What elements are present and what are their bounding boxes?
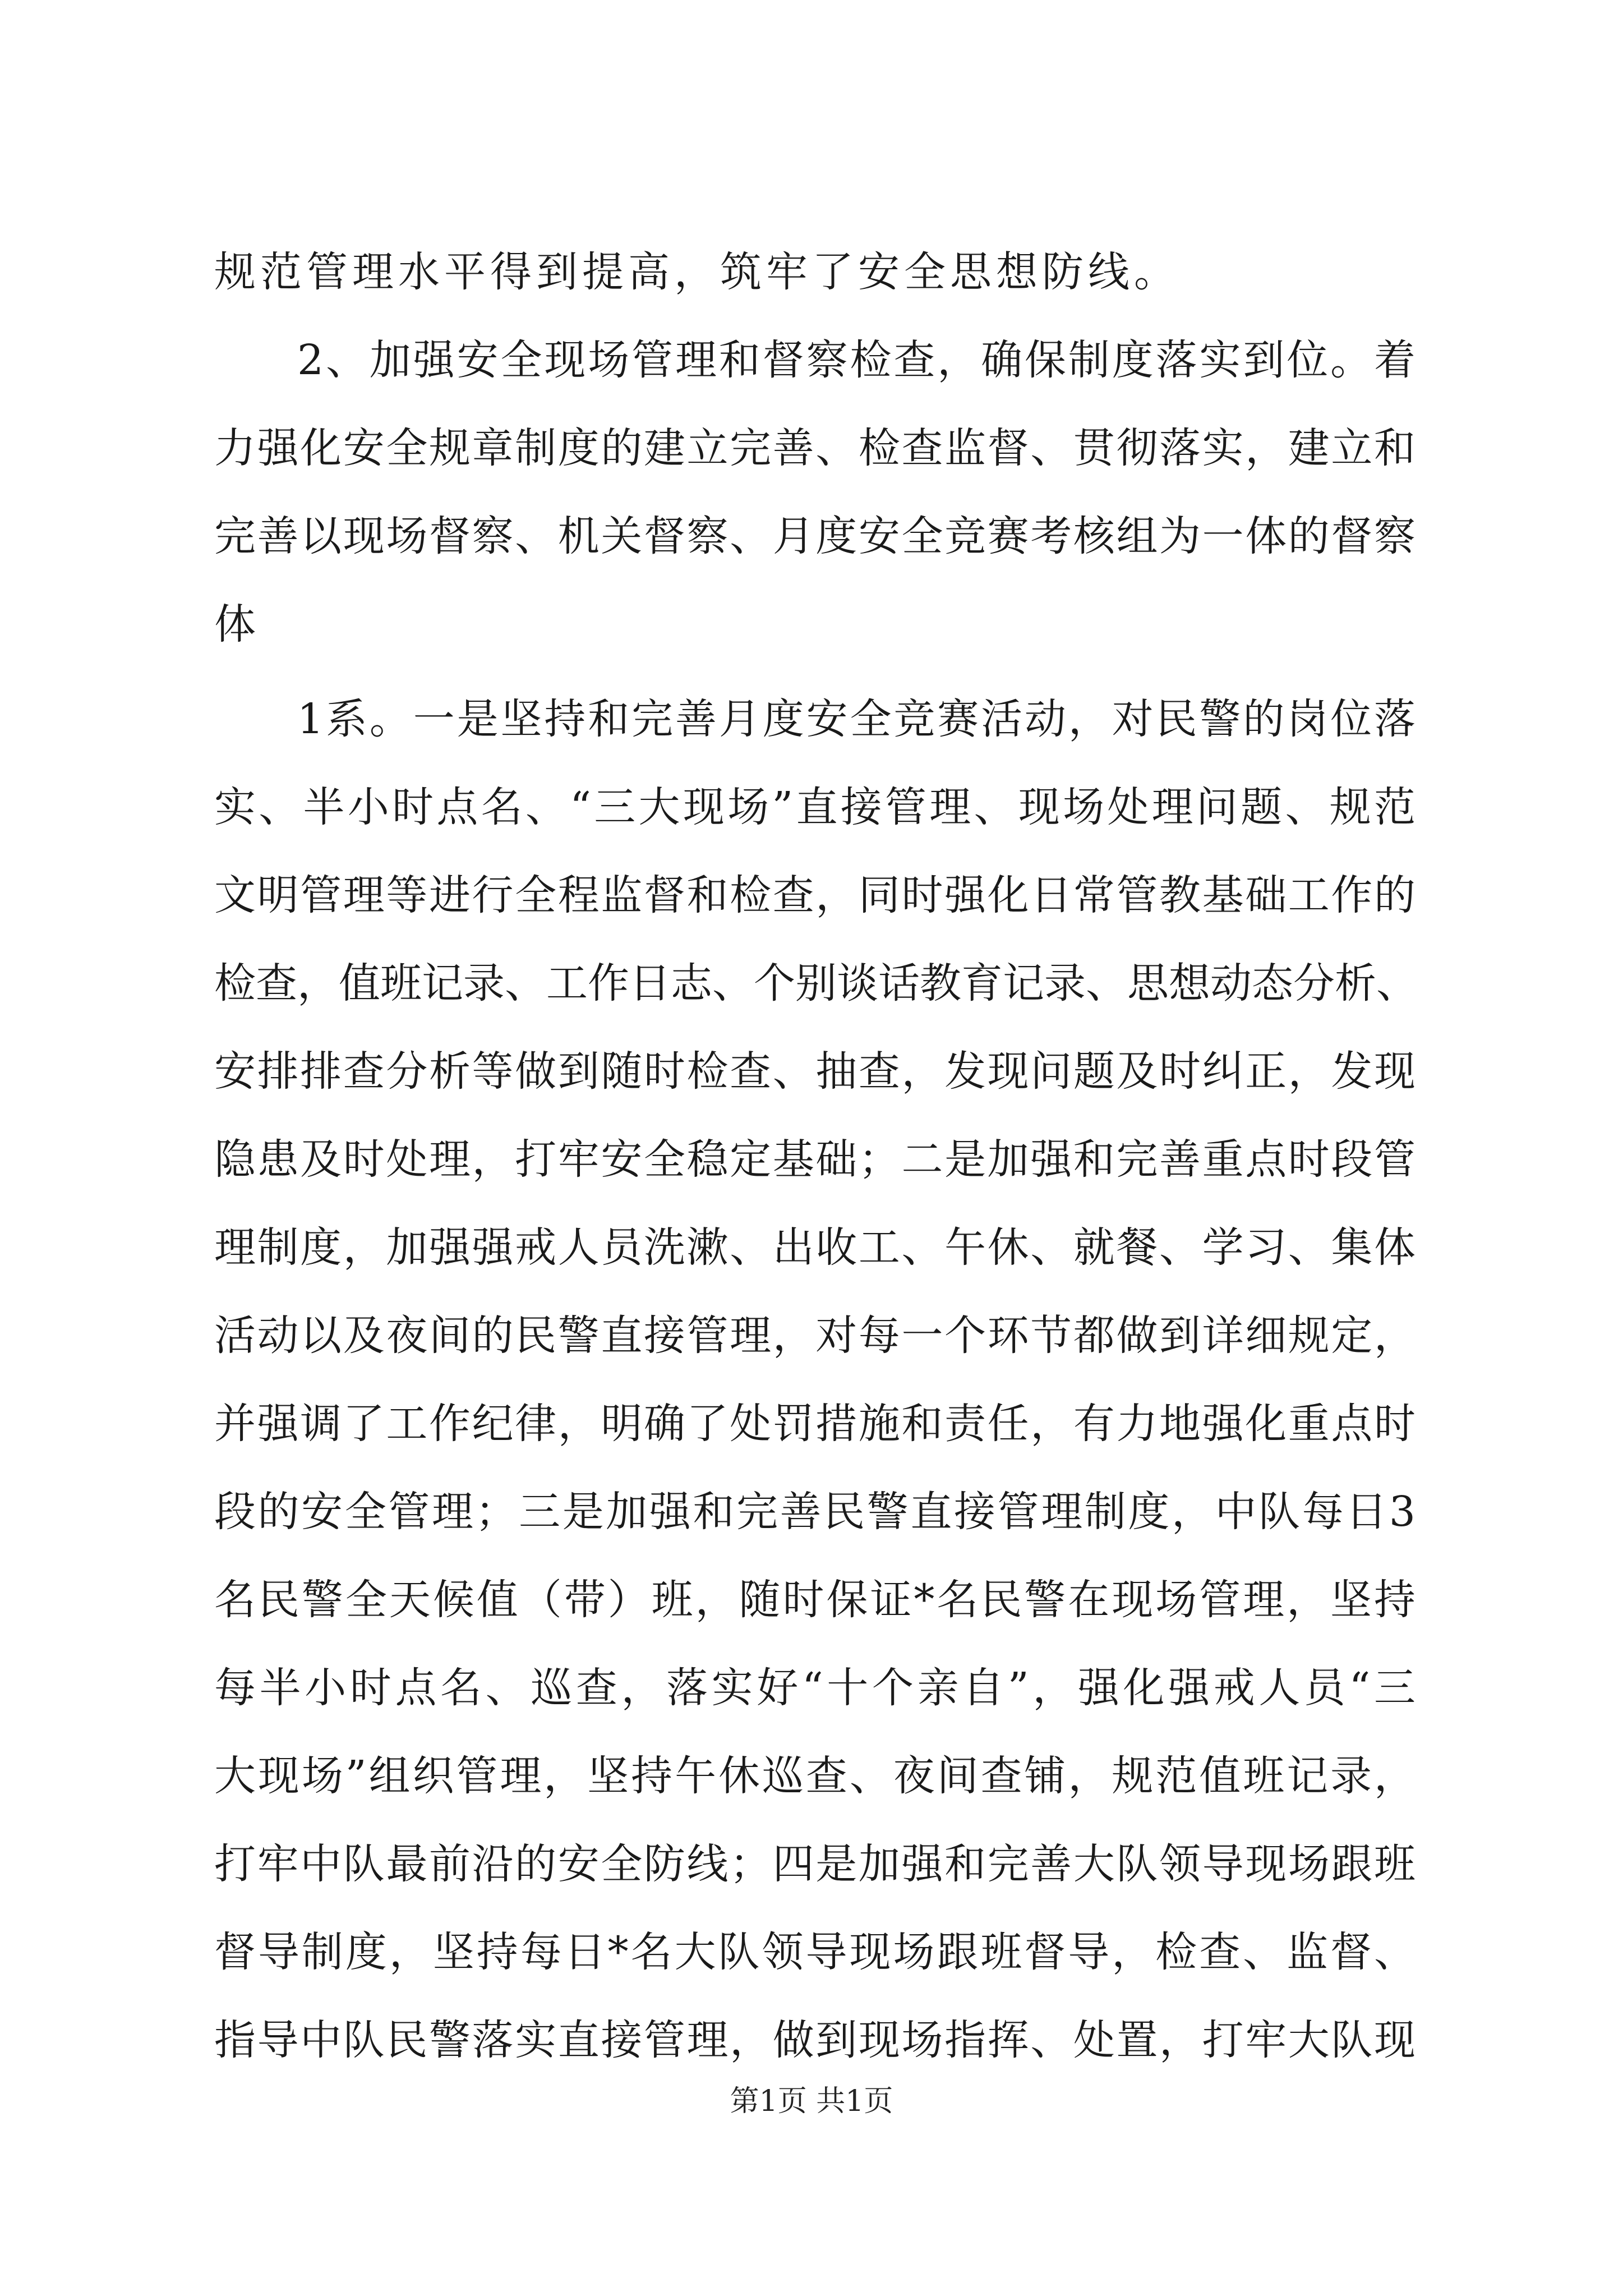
text-line-20: 督导制度，坚持每日*名大队领导现场跟班督导，检查、监督、 <box>214 1928 1415 1976</box>
text-line-11: 隐患及时处理，打牢安全稳定基础；二是加强和完善重点时段管 <box>214 1135 1415 1184</box>
text-line-5: 体 <box>214 600 260 648</box>
text-line-12: 理制度，加强强戒人员洗漱、出收工、午休、就餐、学习、集体 <box>214 1223 1415 1272</box>
page-footer: 第1页 共1页 <box>730 2085 893 2118</box>
text-line-15: 段的安全管理；三是加强和完善民警直接管理制度，中队每日3 <box>214 1488 1415 1536</box>
text-line-17: 每半小时点名、巡查，落实好“十个亲自”，强化强戒人员“三 <box>214 1664 1415 1712</box>
text-line-3: 力强化安全规章制度的建立完善、检查监督、贯彻落实，建立和 <box>214 424 1415 472</box>
text-line-6: 1系。一是坚持和完善月度安全竞赛活动，对民警的岗位落 <box>297 695 1415 743</box>
text-line-21: 指导中队民警落实直接管理，做到现场指挥、处置，打牢大队现 <box>214 2016 1415 2064</box>
text-line-18: 大现场”组织管理，坚持午休巡查、夜间查铺，规范值班记录， <box>214 1752 1415 1800</box>
text-line-19: 打牢中队最前沿的安全防线；四是加强和完善大队领导现场跟班 <box>214 1840 1415 1888</box>
text-line-10: 安排排查分析等做到随时检查、抽查，发现问题及时纠正，发现 <box>214 1047 1415 1096</box>
text-line-4: 完善以现场督察、机关督察、月度安全竞赛考核组为一体的督察 <box>214 512 1415 560</box>
text-line-1: 规范管理水平得到提高，筑牢了安全思想防线。 <box>214 248 1180 296</box>
text-line-8: 文明管理等进行全程监督和检查，同时强化日常管教基础工作的 <box>214 871 1415 919</box>
text-line-2: 2、加强安全现场管理和督察检查，确保制度落实到位。着 <box>297 336 1415 384</box>
text-line-7: 实、半小时点名、“三大现场”直接管理、现场处理问题、规范 <box>214 783 1415 831</box>
text-line-16: 名民警全天候值（带）班，随时保证*名民警在现场管理，坚持 <box>214 1576 1415 1624</box>
text-line-14: 并强调了工作纪律，明确了处罚措施和责任，有力地强化重点时 <box>214 1400 1415 1448</box>
text-line-9: 检查，值班记录、工作日志、个别谈话教育记录、思想动态分析、 <box>214 959 1418 1007</box>
text-line-13: 活动以及夜间的民警直接管理，对每一个环节都做到详细规定， <box>214 1312 1415 1360</box>
